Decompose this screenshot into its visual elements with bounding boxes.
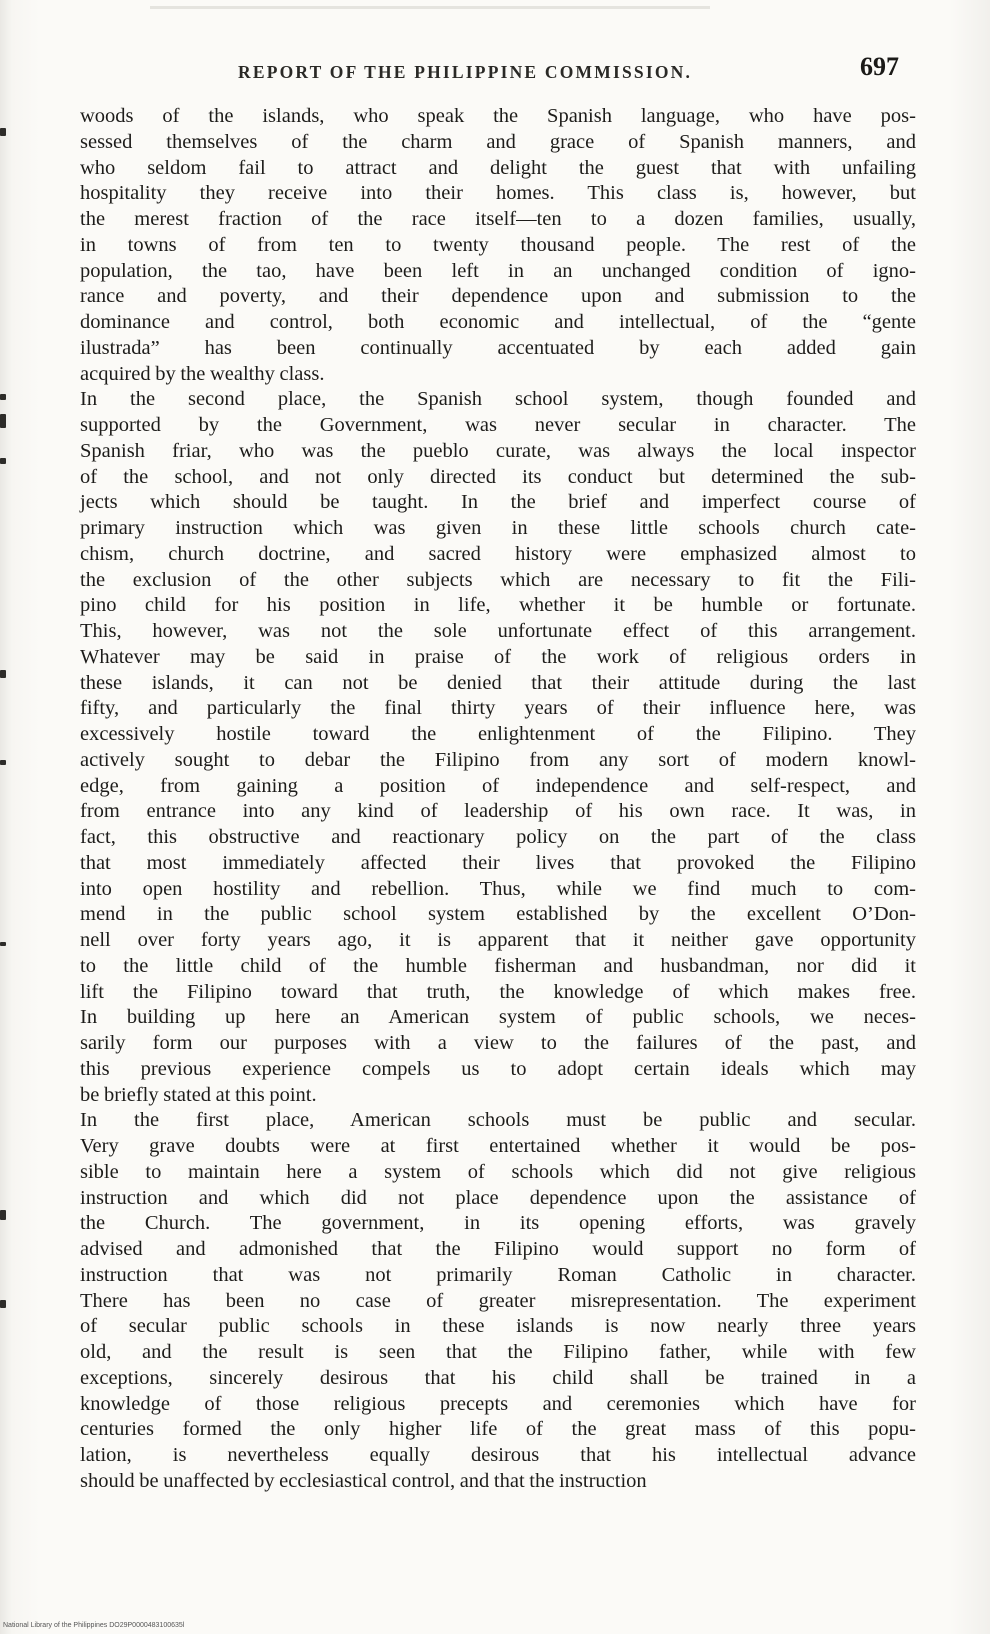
text-line: fact, this obstructive and reactionary policy on the part of the class [80,826,916,848]
text-line: nell over forty years ago, it is apparent that it neither gave opportunity [80,929,916,951]
text-line: to the little child of the humble fisherman and husbandman, nor did it [80,954,916,977]
margin-mark [0,394,6,400]
text-line: excessively hostile toward the enlightenment of the Filipino. They [80,723,916,745]
margin-mark [0,1210,6,1220]
text-line: edge, from gaining a position of independence and self-respect, and [80,774,916,797]
text-line: actively sought to debar the Filipino from any sort of modern knowl- [80,748,916,771]
margin-mark [0,942,6,946]
text-line: chism, church doctrine, and sacred history were emphasized almost to [80,542,916,565]
body-text [80,104,916,1495]
text-line: who seldom fail to attract and delight the guest that with unfailing [80,156,916,179]
text-line: woods of the islands, who speak the Spanish language, who have pos- [80,105,916,127]
text-line: the merest fraction of the race itself—ten to a dozen families, usually, [80,208,916,230]
text-line: hospitality they receive into their homes. This class is, however, but [80,182,916,205]
text-line: dominance and control, both economic and intellectual, of the “gente [80,311,916,333]
text-line: advised and admonished that the Filipino would support no form of [80,1238,916,1260]
text-line: In the second place, the Spanish school system, though founded and [80,388,916,411]
text-line: should be unaffected by ecclesiastical control, and that the instruction [80,1469,647,1492]
margin-mark [0,760,6,765]
text-line: lation, is nevertheless equally desirous that his intellectual advance [80,1444,916,1466]
text-line: population, the tao, have been left in an unchanged condition of igno- [80,259,916,282]
text-line: lift the Filipino toward that truth, the knowledge of which makes free. [80,980,916,1003]
text-line: be briefly stated at this point. [80,1083,317,1106]
margin-mark [0,458,6,464]
text-line: sessed themselves of the charm and grace of Spanish manners, and [80,130,916,153]
text-line: exceptions, sincerely desirous that his child shall be trained in a [80,1366,916,1389]
text-line: jects which should be taught. In the brief and imperfect course of [80,491,916,514]
text-line: rance and poverty, and their dependence upon and submission to the [80,285,916,308]
text-line: this previous experience compels us to adopt certain ideals which may [80,1057,916,1080]
page-number: 697 [860,52,899,81]
text-line: that most immediately affected their lives that provoked the Filipino [80,851,916,874]
text-line: sarily form our purposes with a view to the failures of the past, and [80,1032,916,1054]
text-line: fifty, and particularly the final thirty years of their influence here, was [80,697,916,720]
text-line: into open hostility and rebellion. Thus, while we find much to com- [80,877,916,900]
text-line: In building up here an American system of public schools, we neces- [80,1006,916,1029]
text-line: Spanish friar, who was the pueblo curate, was always the local inspector [80,439,916,462]
margin-mark [0,1300,6,1308]
running-title: REPORT OF THE PHILIPPINE COMMISSION. [238,62,693,82]
text-line: from entrance into any kind of leadership of his own race. It was, in [80,800,916,823]
scan-footer: National Library of the Philippines DO29P0000483100635l [3,1622,185,1629]
text-line: primary instruction which was given in these little schools church cate- [80,517,916,539]
text-line: acquired by the wealthy class. [80,362,325,385]
margin-mark [0,670,6,678]
text-line: the exclusion of the other subjects which are necessary to fit the Fili- [80,568,916,591]
text-line: mend in the public school system established by the excellent O’Don- [80,903,916,926]
text-line: Whatever may be said in praise of the work of religious orders in [80,645,916,668]
margin-mark [0,128,6,136]
text-line: these islands, it can not be denied that their attitude during the last [80,671,916,694]
text-line: instruction that was not primarily Roman Catholic in character. [80,1263,916,1286]
text-line: centuries formed the only higher life of the great mass of this popu- [80,1418,916,1441]
text-line: There has been no case of greater misrepresentation. The experiment [80,1289,916,1312]
text-line: of secular public schools in these islands is now nearly three years [80,1315,916,1338]
top-edge-shadow [150,6,710,9]
text-line: Very grave doubts were at first entertained whether it would be pos- [80,1135,916,1157]
text-line: pino child for his position in life, whether it be humble or fortunate. [80,594,916,617]
text-line: instruction and which did not place dependence upon the assistance of [80,1186,916,1209]
text-line: in towns of from ten to twenty thousand people. The rest of the [80,233,916,256]
text-line: sible to maintain here a system of schools which did not give religious [80,1160,916,1183]
text-line: This, however, was not the sole unfortunate effect of this arrangement. [80,620,916,642]
margin-mark [0,414,6,428]
text-line: In the first place, American schools must be public and secular. [80,1109,916,1132]
text-line: ilustrada” has been continually accentuated by each added gain [80,336,916,359]
text-line: the Church. The government, in its opening efforts, was gravely [80,1212,916,1235]
text-line: of the school, and not only directed its conduct but determined the sub- [80,465,916,488]
text-line: old, and the result is seen that the Filipino father, while with few [80,1341,916,1363]
text-line: supported by the Government, was never secular in character. The [80,414,916,436]
text-line: knowledge of those religious precepts and ceremonies which have for [80,1392,916,1415]
